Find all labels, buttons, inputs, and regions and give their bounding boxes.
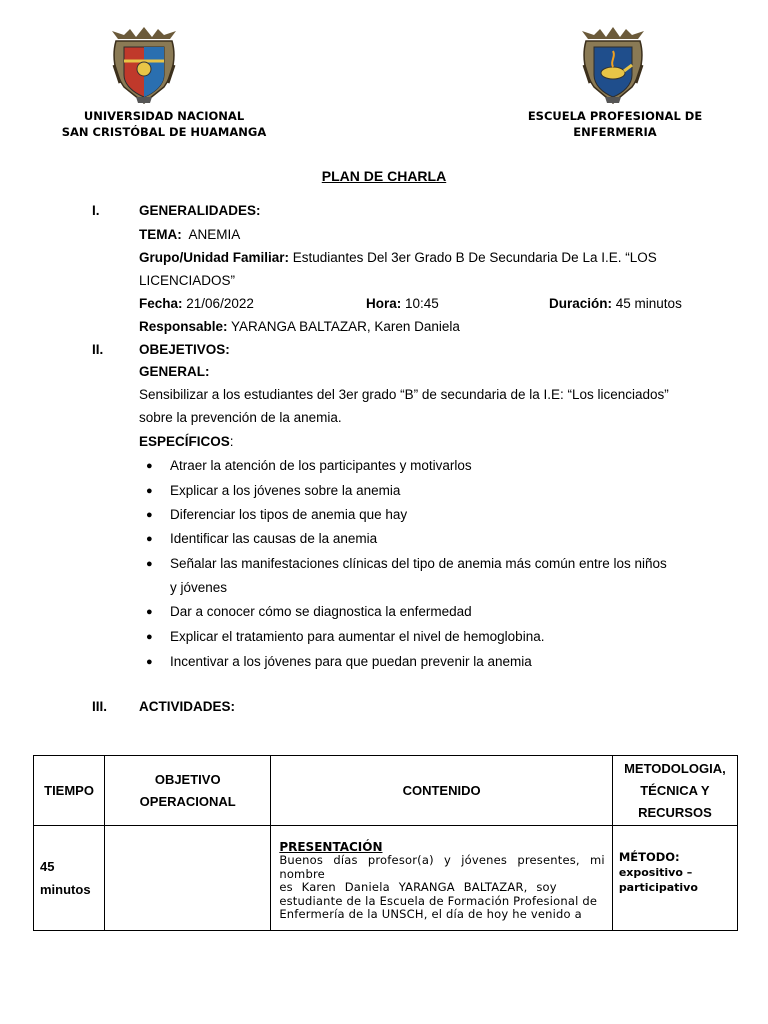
duracion-field xyxy=(549,295,682,313)
bullet-icon: ● xyxy=(146,606,153,618)
table-header-row xyxy=(34,756,738,826)
objective-item: Incentivar a los jóvenes para que puedan prevenir la anemia xyxy=(170,654,532,669)
header-metodologia-line3: RECURSOS xyxy=(638,804,712,820)
contenido-line: Buenos días profesor(a) y jóvenes presentes, mi nombre xyxy=(279,853,605,881)
left-institution-line1: UNIVERSIDAD NACIONAL xyxy=(83,109,245,123)
objective-item-continuation: y jóvenes xyxy=(170,580,228,595)
objective-item: Señalar las manifestaciones clínicas del tipo de anemia más común entre los niños xyxy=(170,556,667,571)
tema-row xyxy=(139,226,240,244)
metodo-label: MÉTODO: xyxy=(618,850,680,864)
section-three-numeral: III. xyxy=(92,699,108,714)
general-text-line1: Sensibilizar a los estudiantes del 3er grado “B” de secundaria de la I.E: “Los licenciados” xyxy=(139,387,669,402)
metodo-value-line1: expositivo – xyxy=(618,866,693,879)
tema-label: TEMA: xyxy=(139,227,182,242)
bullet-icon: ● xyxy=(146,485,153,497)
hora-label: Hora: xyxy=(366,296,402,311)
activities-table xyxy=(33,755,738,931)
grupo-value-line2: LICENCIADOS” xyxy=(139,273,236,288)
objective-item: Explicar el tratamiento para aumentar el nivel de hemoglobina. xyxy=(170,629,545,644)
bullet-icon: ● xyxy=(146,533,153,545)
header-objetivo-line1: OBJETIVO xyxy=(154,771,221,787)
bullet-icon: ● xyxy=(146,631,153,643)
tiempo-value-line1: 45 xyxy=(40,859,55,874)
university-crest-icon xyxy=(110,25,178,105)
metodo-value-line2: participativo xyxy=(618,881,698,894)
general-label: GENERAL: xyxy=(139,364,210,379)
especificos-label: ESPECÍFICOS xyxy=(139,434,230,449)
cell-metodologia xyxy=(612,826,737,931)
especificos-row xyxy=(139,433,234,451)
especificos-colon: : xyxy=(229,434,234,449)
responsable-row xyxy=(139,318,460,336)
objective-item: Dar a conocer cómo se diagnostica la enfermedad xyxy=(170,604,472,619)
general-text-line2: sobre la prevención de la anemia. xyxy=(139,410,342,425)
left-institution-name xyxy=(44,108,284,140)
bullet-icon: ● xyxy=(146,558,153,570)
fecha-label: Fecha: xyxy=(139,296,183,311)
right-institution-line2: ENFERMERIA xyxy=(573,125,657,139)
header-metodologia-line2: TÉCNICA Y xyxy=(640,782,710,798)
objective-item: Explicar a los jóvenes sobre la anemia xyxy=(170,483,401,498)
table-row xyxy=(34,826,738,931)
contenido-line: Enfermería de la UNSCH, el día de hoy he venido a xyxy=(279,907,582,921)
left-institution-line2: SAN CRISTÓBAL DE HUAMANGA xyxy=(61,125,267,139)
document-title: PLAN DE CHARLA xyxy=(321,168,447,184)
duracion-value: 45 minutos xyxy=(615,296,682,311)
grupo-value-line1: Estudiantes Del 3er Grado B De Secundaria De La I.E. “LOS xyxy=(292,250,657,265)
hora-field xyxy=(366,295,439,313)
contenido-line: estudiante de la Escuela de Formación Profesional de xyxy=(279,893,598,908)
header-contenido: CONTENIDO xyxy=(271,756,612,826)
section-two-heading: OBEJETIVOS: xyxy=(139,342,230,357)
grupo-label: Grupo/Unidad Familiar: xyxy=(139,250,290,265)
section-two-numeral: II. xyxy=(92,342,104,357)
header-metodologia xyxy=(612,756,737,826)
right-institution-name xyxy=(505,108,725,140)
bullet-icon: ● xyxy=(146,460,153,472)
responsable-value: YARANGA BALTAZAR, Karen Daniela xyxy=(231,319,460,334)
header-tiempo: TIEMPO xyxy=(34,756,105,826)
header-objetivo-line2: OPERACIONAL xyxy=(139,793,236,809)
section-one-heading: GENERALIDADES: xyxy=(139,203,261,218)
header-metodologia-line1: METODOLOGIA, xyxy=(624,760,726,776)
right-institution-line1: ESCUELA PROFESIONAL DE xyxy=(527,109,703,123)
fecha-field xyxy=(139,295,254,313)
tema-value: ANEMIA xyxy=(188,227,241,242)
bullet-icon: ● xyxy=(146,656,153,668)
grupo-row xyxy=(139,249,657,267)
cell-tiempo xyxy=(34,826,105,931)
responsable-label: Responsable: xyxy=(139,319,228,334)
section-three-heading: ACTIVIDADES: xyxy=(139,699,236,714)
section-one-numeral: I. xyxy=(92,203,100,218)
duracion-label: Duración: xyxy=(549,296,613,311)
objective-item: Identificar las causas de la anemia xyxy=(170,531,378,546)
cell-contenido xyxy=(271,826,612,931)
tiempo-value-line2: minutos xyxy=(40,882,91,897)
bullet-icon: ● xyxy=(146,509,153,521)
objective-item: Diferenciar los tipos de anemia que hay xyxy=(170,507,408,522)
contenido-heading: PRESENTACIÓN xyxy=(279,840,383,854)
fecha-value: 21/06/2022 xyxy=(186,296,254,311)
objective-item: Atraer la atención de los participantes y motivarlos xyxy=(170,458,472,473)
hora-value: 10:45 xyxy=(405,296,439,311)
header-objetivo xyxy=(105,756,271,826)
cell-objetivo xyxy=(105,826,271,931)
nursing-school-crest-icon xyxy=(580,25,646,105)
contenido-line: es Karen Daniela YARANGA BALTAZAR, soy xyxy=(279,880,557,894)
